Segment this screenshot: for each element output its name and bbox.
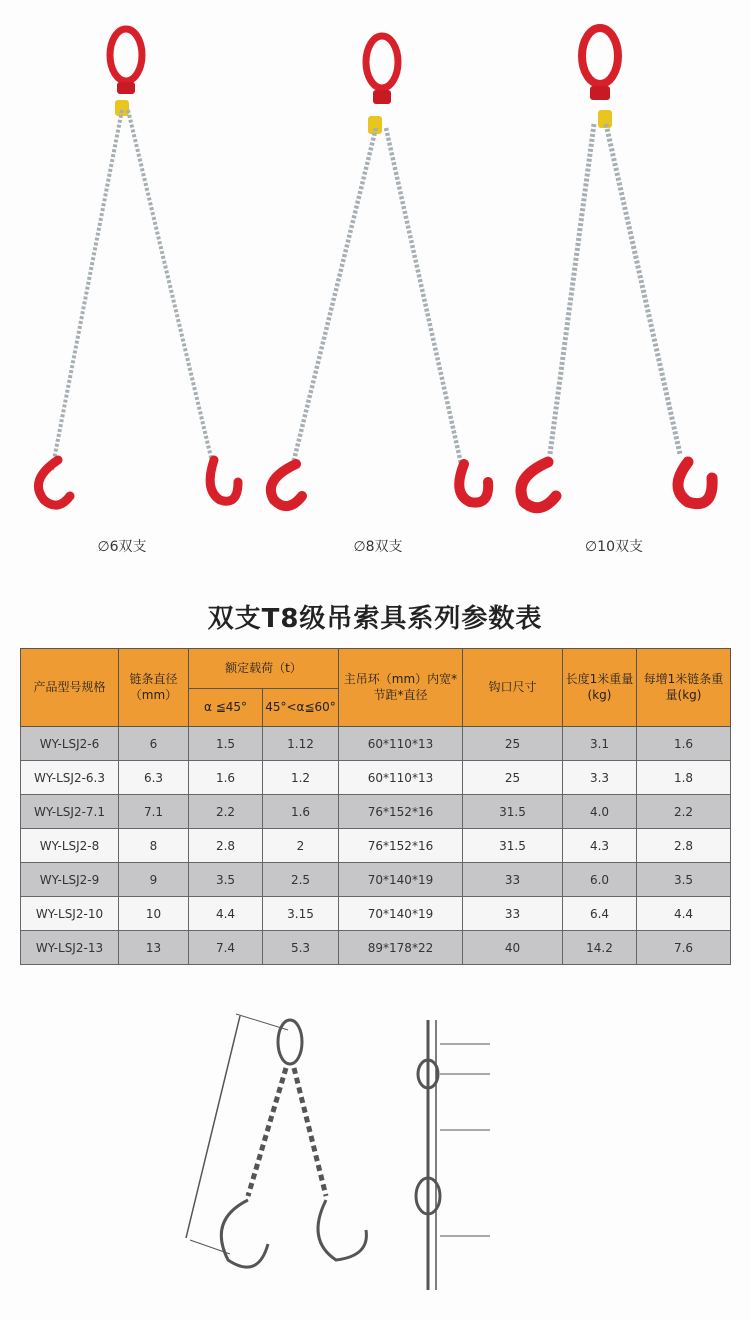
header-diameter: 链条直径（mm） [119, 649, 189, 727]
cell-load-b: 2 [263, 829, 339, 863]
cell-diameter: 6 [119, 727, 189, 761]
table-row [21, 897, 731, 931]
cell-weight: 6.0 [563, 863, 637, 897]
cell-master-ring: 70*140*19 [339, 897, 463, 931]
cell-weight: 14.2 [563, 931, 637, 965]
cell-master-ring: 76*152*16 [339, 795, 463, 829]
cell-hook: 33 [463, 863, 563, 897]
cell-load-a: 1.5 [189, 727, 263, 761]
cell-model: WY-LSJ2-9 [21, 863, 119, 897]
cell-hook: 25 [463, 761, 563, 795]
cell-model: WY-LSJ2-7.1 [21, 795, 119, 829]
cell-weight: 4.3 [563, 829, 637, 863]
table-title: 双支T8级吊索具系列参数表 [207, 604, 543, 634]
sling-10-image [521, 28, 712, 508]
cell-master-ring: 76*152*16 [339, 829, 463, 863]
front-view-diagram [186, 1014, 366, 1267]
cell-weight: 4.0 [563, 795, 637, 829]
cell-model: WY-LSJ2-13 [21, 931, 119, 965]
table-row [21, 761, 731, 795]
cell-load-b: 2.5 [263, 863, 339, 897]
sling-8-image [271, 36, 488, 506]
sling-6-image [38, 29, 238, 505]
cell-extra-weight: 2.8 [637, 829, 731, 863]
caption-sling-6: ∅6双支 [97, 539, 147, 555]
header-extra-weight: 每增1米链条重量(kg) [637, 649, 731, 727]
cell-hook: 40 [463, 931, 563, 965]
table-row [21, 863, 731, 897]
cell-load-a: 1.6 [189, 761, 263, 795]
cell-extra-weight: 1.8 [637, 761, 731, 795]
cell-hook: 25 [463, 727, 563, 761]
spec-table [20, 648, 731, 965]
cell-weight: 6.4 [563, 897, 637, 931]
cell-master-ring: 60*110*13 [339, 727, 463, 761]
cell-extra-weight: 1.6 [637, 727, 731, 761]
cell-extra-weight: 4.4 [637, 897, 731, 931]
cell-master-ring: 89*178*22 [339, 931, 463, 965]
sling-diagram [0, 1000, 750, 1320]
cell-load-b: 1.6 [263, 795, 339, 829]
cell-diameter: 10 [119, 897, 189, 931]
header-model: 产品型号规格 [21, 649, 119, 727]
caption-sling-10: ∅10双支 [584, 539, 643, 555]
side-view-diagram [416, 1020, 490, 1290]
cell-model: WY-LSJ2-6.3 [21, 761, 119, 795]
cell-model: WY-LSJ2-6 [21, 727, 119, 761]
table-row [21, 795, 731, 829]
cell-diameter: 13 [119, 931, 189, 965]
caption-sling-8: ∅8双支 [353, 539, 403, 555]
header-hook: 钩口尺寸 [463, 649, 563, 727]
cell-hook: 33 [463, 897, 563, 931]
cell-model: WY-LSJ2-10 [21, 897, 119, 931]
table-row [21, 829, 731, 863]
cell-diameter: 6.3 [119, 761, 189, 795]
cell-weight: 3.1 [563, 727, 637, 761]
cell-weight: 3.3 [563, 761, 637, 795]
cell-model: WY-LSJ2-8 [21, 829, 119, 863]
cell-load-a: 2.2 [189, 795, 263, 829]
cell-load-a: 2.8 [189, 829, 263, 863]
cell-master-ring: 60*110*13 [339, 761, 463, 795]
cell-load-b: 1.2 [263, 761, 339, 795]
cell-load-b: 5.3 [263, 931, 339, 965]
header-master-ring: 主吊环（mm）内宽*节距*直径 [339, 649, 463, 727]
cell-diameter: 9 [119, 863, 189, 897]
table-row [21, 727, 731, 761]
table-row [21, 931, 731, 965]
cell-diameter: 8 [119, 829, 189, 863]
cell-load-b: 1.12 [263, 727, 339, 761]
cell-extra-weight: 3.5 [637, 863, 731, 897]
header-load: 额定载荷（t） [189, 649, 339, 689]
cell-master-ring: 70*140*19 [339, 863, 463, 897]
header-weight: 长度1米重量(kg) [563, 649, 637, 727]
cell-load-a: 7.4 [189, 931, 263, 965]
cell-extra-weight: 7.6 [637, 931, 731, 965]
cell-diameter: 7.1 [119, 795, 189, 829]
cell-load-a: 4.4 [189, 897, 263, 931]
cell-extra-weight: 2.2 [637, 795, 731, 829]
sling-illustrations [0, 0, 750, 560]
cell-hook: 31.5 [463, 795, 563, 829]
cell-load-b: 3.15 [263, 897, 339, 931]
cell-load-a: 3.5 [189, 863, 263, 897]
cell-hook: 31.5 [463, 829, 563, 863]
header-load-b: 45°<α≦60° [263, 689, 339, 727]
header-load-a: α ≦45° [189, 689, 263, 727]
